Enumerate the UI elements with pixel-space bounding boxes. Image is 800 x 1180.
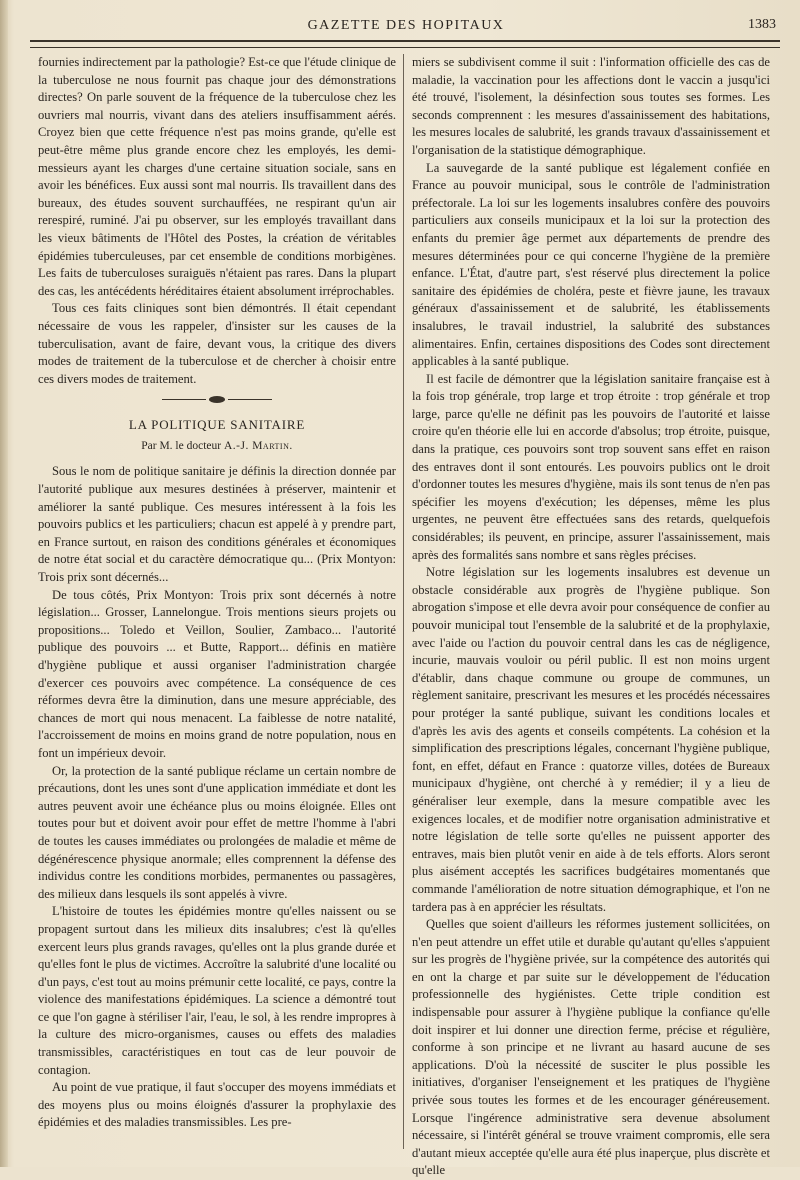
article-paragraph: La sauvegarde de la santé publique est légalement confiée en France au pouvoir municipal, sous le contrôle de l'administration préfectorale. La loi sur les logements insalubres confère des pouvoirs particuliers aux conseils municipaux et la loi sur la protection des enfants du premier âge permet aux départements de prendre des mesures déterminées pour ce qui concerne l'hygiène de la première enfance. L'État, d'autre part, s'est réservé plus directement la police sanitaire des épidémies de choléra, peste et fièvre jaune, les travaux généraux d'assainissement et de salubrité, les établissements insalubres, le travail industriel, la salubrité des substances alimentaires. Enfin, certaines dispositions des Codes sont directement applicables à la santé publique. [412, 160, 770, 369]
column-divider [403, 54, 404, 1149]
article-paragraph: L'histoire de toutes les épidémies montre qu'elles naissent ou se propagent surtout dans les milieux dits insalubres; c'est là qu'elles exercent leurs plus grands ravages, qu'elles ont la plus grande durée et qu'elles font le plus de victimes. Accroître la salubrité d'une localité ou d'un pays, c'est tout au moins prémunir cette localité, ce pays, contre la violence des manifestations épidémiques. La science a démontré tout ce que l'on gagne à stériliser l'air, l'eau, le sol, à les rendre impropres à la culture des micro-organismes, causes ou effets des maladies transmissibles, caractéristiques en tout cas de leur pouvoir de contagion. [38, 904, 396, 1077]
intro-paragraph: fournies indirectement par la pathologie? Est-ce que l'étude clinique de la tuberculose ne nous fournit pas chaque jour des démonstrations directes? On parle souvent de la fréquence de la tuberculose chez les ouvriers mal nourris, vivant dans des ateliers insuffisamment aérés. Croyez bien que cette fréquence n'est pas moins grande, qu'elle est peut-être même plus grande encore chez les employés, les demi-messieurs ayant les charges d'une certaine situation sociale, sans en avoir les bénéfices. Eux aussi sont mal nourris. Ils travaillent dans des bureaux, des études souvent surchauffées, ne respirant qu'un air rerespiré, ruminé. J'ai pu observer, sur les employés travaillant dans les vieux bâtiments de l'Hôtel des Postes, la création de véritables épidémies tuberculeuses, par cet ensemble de conditions morbigènes. Les faits de tuberculoses suraiguës n'étaient pas rares. Dans la plupart des cas, les antécédents héréditaires étaient absolument irréprochables. [38, 55, 396, 298]
byline-prefix: Par M. le docteur [141, 439, 222, 452]
article-paragraph: Au point de vue pratique, il faut s'occuper des moyens immédiats et des moyens plus ou moins éloignés d'assurer la prophylaxie des épidémies et des maladies transmissibles. Les pre- [38, 1080, 396, 1130]
page-header [30, 14, 782, 36]
left-column [38, 54, 396, 1132]
page-number: 1383 [748, 17, 776, 32]
journal-title: GAZETTE DES HOPITAUX [307, 18, 505, 33]
right-column [412, 54, 770, 1180]
article-paragraph: Notre législation sur les logements insalubres est devenue un obstacle considérable aux progrès de l'hygiène publique. Son abrogation s'impose et elle devra avoir pour conséquence de confier au pouvoir municipal tout l'ensemble de la salubrité et de la prophylaxie, avec l'aide ou l'action du pouvoir central dans les cas de négligence, incurie, mauvais vouloir ou péril public. Il est non moins urgent d'établir, dans chaque commune ou groupe de communes, un règlement sanitaire, prescrivant les mesures et les procédés nécessaires pour protéger la santé publique, suivant les conditions locales et d'après les avis des agents et conseils compétents. La cohésion et la simplification des prescriptions légales, concernant l'hygiène publique, font, en effet, défaut en France : quatorze villes, dotées de Bureaux municipaux d'hygiène, ont cherché à y remédier; il y a lieu de généraliser leur exemple, dans la mesure compatible avec les exigences locales, et de modifier notre organisation administrative et notre législation de telle sorte qu'elles ne puissent apporter des entraves, mais bien plutôt venir en aide à de tels efforts. Alors seront plus aisément acceptés les sacrifices budgétaires momentanés que commande l'amélioration de notre situation démographique, et l'on ne tardera pas à en apprécier les résultats. [412, 565, 770, 914]
article-paragraph: Or, la protection de la santé publique réclame un certain nombre de précautions, dont les unes sont d'une application immédiate et dont les autres peuvent avoir une échéance plus ou moins éloignée. Elles ont toutes pour but et doivent avoir pour effet de mettre l'homme à l'abri de toutes les causes immédiates ou prolongées de maladie et même de dégénérescence physique anormale; elles comprennent la défense des individus contre les conditions morbides, permanentes ou passagères, des milieux dans lesquels ils sont appelés à vivre. [38, 763, 396, 901]
article-byline [38, 438, 396, 456]
article-paragraph: miers se subdivisent comme il suit : l'information officielle des cas de maladie, la vaccination pour les affections dont le vaccin a jusqu'ici été trouvé, l'isolement, la désinfection sous toutes ses formes. Les seconds comprennent : les mesures d'assainissement des habitations, les mesures locales de salubrité, les grands travaux d'assainissement et l'organisation de la statistique démographique. [412, 55, 770, 157]
page-binding-edge [0, 0, 8, 1167]
header-rule [30, 40, 780, 48]
article-title: LA POLITIQUE SANITAIRE [128, 417, 306, 433]
intro-paragraph: Tous ces faits cliniques sont bien démontrés. Il était cependant nécessaire de vous les rappeler, d'insister sur les causes de la tuberculisation, avant de faire, devant vous, la critique des divers modes de traitement de la tuberculose et de chercher à choisir entre ces divers modes de traitement. [38, 301, 396, 386]
article-paragraph: Sous le nom de politique sanitaire je définis la direction donnée par l'autorité publique aux mesures destinées à préserver, maintenir et améliorer la santé publique. Ces mesures intéressent à la fois les pouvoirs publics et les particuliers; chacun est appelé à y prendre part, en France surtout, en raison des conditions générales et économiques de notre état social et du caractère démocratique qu... (Prix Montyon: Trois prix sont décernés... [38, 464, 396, 585]
section-ornament [162, 396, 272, 404]
byline-author: A.-J. Martin. [223, 439, 293, 452]
article-paragraph: Quelles que soient d'ailleurs les réformes justement sollicitées, on n'en peut attendre un effet utile et durable qu'autant qu'elles s'appuient sur les progrès de l'hygiène privée, sur la compétence des autorités qui en ont la charge et par suite sur le développement de l'éducation professionnelle des hygiénistes. Cette triple condition est indispensable pour assurer à l'hygiène publique la confiance qu'elle doit inspirer et lui donner une direction ferme, précise et régulière, conforme à son principe et ne livrant au hasard aucune de ses applications. D'où la nécessité de susciter le plus possible les initiatives, d'organiser l'enseignement et les pratiques de l'hygiène privée sous toutes les formes et de les encourager généreusement. Lorsque l'ingérence administrative sera devenue absolument nécessaire, si l'intérêt général se trouve vraiment compromis, elle sera d'autant mieux acceptée qu'elle aura été plus inaperçue, plus discrète et qu'elle [412, 917, 770, 1178]
article-paragraph: Il est facile de démontrer que la législation sanitaire française est à la fois trop générale, trop large et trop étroite : trop générale et trop large, parce qu'elle ne définit pas les pouvoirs de l'autorité et laisse croire qu'en théorie elle lui en accorde d'absolus; trop étroite, puisque, dans la pratique, ces pouvoirs sont trop souvent sans effet en raison des entraves dont il sont entourés. Les pouvoirs publics ont le droit d'ordonner toutes les mesures d'hygiène, mais ils sont tenus de n'en pas spécifier les moyens d'exécution; les dépenses, même les plus urgentes, ne peuvent être effectuées sans des retards, quelquefois considérables; ils peuvent, en principe, assurer l'assainissement, mais après des formalités sans nombre et sans règles précises. [412, 371, 770, 562]
article-paragraph: De tous côtés, Prix Montyon: Trois prix sont décernés à notre législation... Grosser, Lannelongue. Trois mentions sieurs projets ou propositions... Toledo et Veillon, Soulier, Zambaco... l'autorité publique des pouvoirs ... et Butte, Rapport... définis en matière d'hygiène publique et aussi organiser l'administration chargée d'exercer ces pouvoirs avec compétence. La conséquence de ces réformes devra être la diminution, dans une mesure appréciable, des chances de mort qui nous menacent. La faiblesse de notre natalité, l'accroissement de moins en moins grand de notre population, nous en font un impérieux devoir. [38, 587, 396, 760]
